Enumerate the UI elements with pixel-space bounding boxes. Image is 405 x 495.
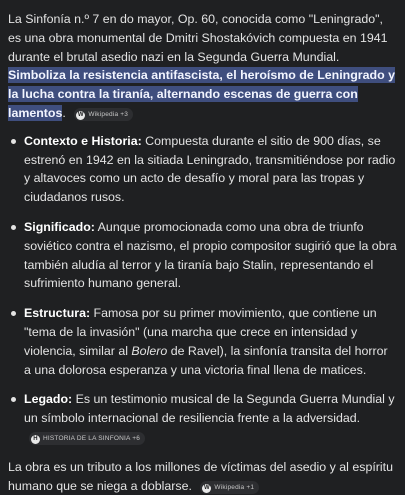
source-chip-historia-6[interactable] bbox=[29, 432, 145, 445]
source-chip-label: Wikipedia +3 bbox=[88, 110, 129, 118]
outro-paragraph bbox=[8, 458, 397, 495]
list-item-text: Aunque promocionada como una obra de triunfo soviético contra el nazismo, el propio compositor sugirió que la obra también aludía al terror y la tiranía bajo Stalin, representando el sufrimiento humano general. bbox=[24, 219, 397, 291]
source-chip-wikipedia-3[interactable] bbox=[74, 108, 133, 121]
list-item-label: Legado: bbox=[24, 392, 73, 407]
intro-text: La Sinfonía n.º 7 en do mayor, Op. 60, conocida como "Leningrado", es una obra monumental de Dmitri Shostakóvich compuesta en 1941 durante el brutal asedio nazi en la Segunda Guerra Mundial. bbox=[8, 12, 388, 64]
source-chip-wikipedia-1[interactable] bbox=[200, 481, 259, 494]
bullet-dot bbox=[11, 139, 16, 144]
list-item-legado bbox=[8, 390, 397, 446]
bullet-dot bbox=[11, 311, 16, 316]
list-item-estructura bbox=[8, 304, 397, 379]
list-item-text: Compuesta durante el sitio de 900 días, se estrenó en 1942 en la sitiada Leningrado, transmitiéndose por radio y altavoces como un acto de desafío y moral para las tropas y ciudadanos rusos. bbox=[24, 133, 396, 205]
source-chip-label: HISTORIA DE LA SINFONIA +6 bbox=[43, 434, 141, 442]
list-item-label: Significado: bbox=[24, 219, 95, 234]
wikipedia-icon: W bbox=[203, 484, 210, 491]
wikipedia-icon: W bbox=[77, 111, 84, 118]
intro-highlight-end: . bbox=[62, 105, 66, 120]
intro-highlight: Simboliza la resistencia antifascista, el heroísmo de Leningrado y la lucha contra la tiranía, alternando escenas de guerra con lamentos bbox=[8, 68, 395, 120]
outro-text: La obra es un tributo a los millones de víctimas del asedio y al espíritu humano que se niega a doblarse. bbox=[8, 459, 393, 493]
list-item-label: Estructura: bbox=[24, 306, 91, 321]
intro-paragraph bbox=[8, 10, 397, 123]
list-item-label: Contexto e Historia: bbox=[24, 133, 142, 148]
bullet-list bbox=[8, 132, 397, 447]
list-item-italic: Bolero bbox=[131, 343, 168, 358]
list-item-contexto bbox=[8, 132, 397, 207]
bullet-dot bbox=[11, 225, 16, 230]
bullet-dot bbox=[11, 397, 16, 402]
list-item-significado bbox=[8, 218, 397, 293]
list-item-text: Es un testimonio musical de la Segunda Guerra Mundial y un símbolo internacional de resiliencia frente a la adversidad. bbox=[24, 392, 395, 426]
source-chip-label: Wikipedia +1 bbox=[214, 483, 255, 491]
source-site-icon: H bbox=[31, 435, 40, 444]
list-item-text-end: de Ravel), la sinfonía transita del horror a una dolorosa esperanza y una victoria final llena de matices. bbox=[24, 343, 388, 377]
list-item-text: Famosa por su primer movimiento, que contiene un "tema de la invasión" (una marcha que crece en intensidad y violencia, similar al bbox=[24, 306, 377, 358]
